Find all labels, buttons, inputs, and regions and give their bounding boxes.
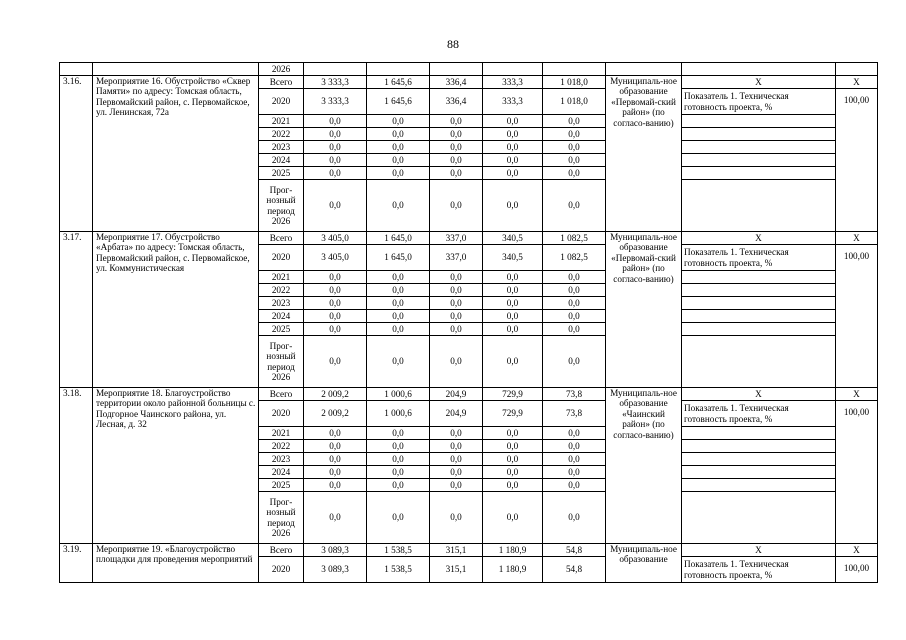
amount-cell: 0,0 xyxy=(304,479,367,492)
amount-cell: 0,0 xyxy=(430,297,483,310)
year-cell: 2025 xyxy=(259,167,304,180)
amount-cell: 336,4 xyxy=(430,76,483,89)
amount-cell: 337,0 xyxy=(430,232,483,245)
amount-cell: 340,5 xyxy=(483,232,543,245)
amount-cell: 0,0 xyxy=(543,466,606,479)
amount-cell: 3 089,3 xyxy=(304,557,367,583)
amount-cell: 0,0 xyxy=(367,284,430,297)
amount-cell: 0,0 xyxy=(304,297,367,310)
indicator-mark: Х xyxy=(682,232,836,245)
amount-cell: 0,0 xyxy=(367,466,430,479)
amount-cell: 0,0 xyxy=(367,297,430,310)
amount-cell: 0,0 xyxy=(430,310,483,323)
amount-cell: 0,0 xyxy=(430,284,483,297)
year-cell: 2021 xyxy=(259,115,304,128)
amount-cell: 0,0 xyxy=(367,453,430,466)
amount-cell: 333,3 xyxy=(483,89,543,115)
amount-cell: 204,9 xyxy=(430,401,483,427)
indicator-mark: Х xyxy=(682,76,836,89)
amount-cell: 1 082,5 xyxy=(543,245,606,271)
year-cell: 2024 xyxy=(259,310,304,323)
amount-cell: 0,0 xyxy=(483,440,543,453)
indicator-value: 100,00 xyxy=(836,89,878,232)
indicator-blank xyxy=(682,128,836,141)
amount-cell: 0,0 xyxy=(304,180,367,232)
amount-cell: 0,0 xyxy=(543,479,606,492)
amount-cell: 0,0 xyxy=(304,128,367,141)
year-cell: 2023 xyxy=(259,141,304,154)
amount-cell: 0,0 xyxy=(483,323,543,336)
amount-cell: 0,0 xyxy=(367,323,430,336)
amount-cell: 0,0 xyxy=(304,440,367,453)
amount-cell: 0,0 xyxy=(483,167,543,180)
year-cell: 2020 xyxy=(259,245,304,271)
amount-cell: 1 000,6 xyxy=(367,401,430,427)
amount-cell: 73,8 xyxy=(543,388,606,401)
amount-cell: 315,1 xyxy=(430,544,483,557)
indicator-blank xyxy=(682,154,836,167)
cell-blank xyxy=(304,63,367,76)
measure-title: Мероприятие 16. Обустройство «Сквер Памяти» по адресу: Томская область, Первомайский район, с. Первомайское, ул. Ленинская, 72а xyxy=(93,76,259,232)
forecast-period-cell: Прог-нозный период 2026 xyxy=(259,492,304,544)
amount-cell: 0,0 xyxy=(430,453,483,466)
year-cell: 2020 xyxy=(259,401,304,427)
amount-cell: 0,0 xyxy=(367,180,430,232)
amount-cell: 1 000,6 xyxy=(367,388,430,401)
cell-blank xyxy=(483,63,543,76)
amount-cell: 0,0 xyxy=(483,466,543,479)
measure-title: Мероприятие 17. Обустройство «Арбата» по адресу: Томская область, Первомайский район, с. Первомайское, ул. Коммунистическая xyxy=(93,232,259,388)
amount-cell: 0,0 xyxy=(304,323,367,336)
amount-cell: 0,0 xyxy=(483,427,543,440)
year-cell: 2023 xyxy=(259,297,304,310)
amount-cell: 0,0 xyxy=(304,453,367,466)
indicator-mark: Х xyxy=(836,388,878,401)
amount-cell: 333,3 xyxy=(483,76,543,89)
amount-cell: 0,0 xyxy=(430,128,483,141)
amount-cell: 0,0 xyxy=(304,271,367,284)
table-row xyxy=(60,388,878,401)
amount-cell: 0,0 xyxy=(304,154,367,167)
indicator-blank xyxy=(682,167,836,180)
page-number: 88 xyxy=(447,37,459,51)
amount-cell: 0,0 xyxy=(367,115,430,128)
year-cell: 2024 xyxy=(259,466,304,479)
amount-cell: 0,0 xyxy=(367,310,430,323)
amount-cell: 0,0 xyxy=(543,427,606,440)
amount-cell: 0,0 xyxy=(367,479,430,492)
indicator-blank xyxy=(682,336,836,388)
amount-cell: 0,0 xyxy=(367,154,430,167)
amount-cell: 0,0 xyxy=(543,115,606,128)
amount-cell: 0,0 xyxy=(430,323,483,336)
executor-cell: Муниципаль-ное образование xyxy=(606,544,682,583)
amount-cell: 3 405,0 xyxy=(304,232,367,245)
amount-cell: 0,0 xyxy=(543,271,606,284)
amount-cell: 0,0 xyxy=(430,141,483,154)
amount-cell: 729,9 xyxy=(483,388,543,401)
indicator-blank xyxy=(682,323,836,336)
measure-title: Мероприятие 18. Благоустройство территории около районной больницы с. Подгорное Чаинского района, ул. Лесная, д. 32 xyxy=(93,388,259,544)
year-cell: 2023 xyxy=(259,453,304,466)
amount-cell: 1 538,5 xyxy=(367,544,430,557)
amount-cell: 0,0 xyxy=(483,336,543,388)
amount-cell: 0,0 xyxy=(304,336,367,388)
indicator-label: Показатель 1. Техническая готовность проекта, % xyxy=(682,557,836,583)
executor-cell: Муниципаль-ное образование «Первомай-ский район» (по согласо-ванию) xyxy=(606,232,682,388)
amount-cell: 0,0 xyxy=(430,271,483,284)
amount-cell: 0,0 xyxy=(483,310,543,323)
indicator-blank xyxy=(682,271,836,284)
measure-index: 3.17. xyxy=(60,232,93,388)
amount-cell: 54,8 xyxy=(543,557,606,583)
amount-cell: 0,0 xyxy=(483,141,543,154)
forecast-period-cell: Прог-нозный период 2026 xyxy=(259,180,304,232)
executor-cell: Муниципаль-ное образование «Чаинский район» (по согласо-ванию) xyxy=(606,388,682,544)
cell-blank xyxy=(682,63,836,76)
table-row xyxy=(60,544,878,557)
indicator-blank xyxy=(682,466,836,479)
amount-cell: 204,9 xyxy=(430,388,483,401)
year-cell: 2021 xyxy=(259,427,304,440)
amount-cell: 1 645,6 xyxy=(367,89,430,115)
amount-cell: 0,0 xyxy=(304,492,367,544)
amount-cell: 0,0 xyxy=(543,167,606,180)
indicator-blank xyxy=(682,310,836,323)
amount-cell: 337,0 xyxy=(430,245,483,271)
amount-cell: 0,0 xyxy=(304,427,367,440)
amount-cell: 0,0 xyxy=(304,284,367,297)
amount-cell: 0,0 xyxy=(543,453,606,466)
amount-cell: 1 538,5 xyxy=(367,557,430,583)
indicator-blank xyxy=(682,284,836,297)
amount-cell: 0,0 xyxy=(543,154,606,167)
amount-cell: 0,0 xyxy=(483,154,543,167)
cell-blank xyxy=(543,63,606,76)
indicator-blank xyxy=(682,479,836,492)
amount-cell: 0,0 xyxy=(483,297,543,310)
amount-cell: 0,0 xyxy=(543,141,606,154)
indicator-value: 100,00 xyxy=(836,245,878,388)
amount-cell: 1 645,0 xyxy=(367,232,430,245)
year-cell: Всего xyxy=(259,76,304,89)
amount-cell: 0,0 xyxy=(543,297,606,310)
amount-cell: 1 645,6 xyxy=(367,76,430,89)
amount-cell: 73,8 xyxy=(543,401,606,427)
year-cell: 2020 xyxy=(259,89,304,115)
year-cell: 2024 xyxy=(259,154,304,167)
amount-cell: 340,5 xyxy=(483,245,543,271)
program-measures-table xyxy=(59,62,878,583)
year-cell: 2022 xyxy=(259,284,304,297)
indicator-blank xyxy=(682,115,836,128)
amount-cell: 0,0 xyxy=(367,128,430,141)
amount-cell: 0,0 xyxy=(304,310,367,323)
amount-cell: 0,0 xyxy=(543,336,606,388)
year-cell: Всего xyxy=(259,388,304,401)
amount-cell: 0,0 xyxy=(543,492,606,544)
amount-cell: 0,0 xyxy=(430,479,483,492)
year-cell: 2022 xyxy=(259,128,304,141)
year-cell: 2025 xyxy=(259,479,304,492)
table-body xyxy=(60,63,878,583)
amount-cell: 0,0 xyxy=(304,167,367,180)
amount-cell: 0,0 xyxy=(367,141,430,154)
measure-index: 3.19. xyxy=(60,544,93,583)
amount-cell: 0,0 xyxy=(430,115,483,128)
indicator-blank xyxy=(682,492,836,544)
table-row xyxy=(60,76,878,89)
amount-cell: 0,0 xyxy=(304,141,367,154)
year-cell: 2020 xyxy=(259,557,304,583)
amount-cell: 54,8 xyxy=(543,544,606,557)
amount-cell: 1 180,9 xyxy=(483,557,543,583)
indicator-label: Показатель 1. Техническая готовность проекта, % xyxy=(682,245,836,271)
indicator-blank xyxy=(682,180,836,232)
executor-cell: Муниципаль-ное образование «Первомай-ский район» (по согласо-ванию) xyxy=(606,76,682,232)
amount-cell: 0,0 xyxy=(543,128,606,141)
amount-cell: 0,0 xyxy=(430,336,483,388)
amount-cell: 3 333,3 xyxy=(304,89,367,115)
cell-blank xyxy=(606,63,682,76)
indicator-blank xyxy=(682,453,836,466)
indicator-value: 100,00 xyxy=(836,557,878,583)
amount-cell: 1 645,0 xyxy=(367,245,430,271)
year-cell: 2026 xyxy=(259,63,304,76)
year-cell: 2021 xyxy=(259,271,304,284)
amount-cell: 0,0 xyxy=(430,180,483,232)
amount-cell: 0,0 xyxy=(483,271,543,284)
indicator-blank xyxy=(682,297,836,310)
indicator-label: Показатель 1. Техническая готовность проекта, % xyxy=(682,89,836,115)
table-row xyxy=(60,232,878,245)
forecast-period-cell: Прог-нозный период 2026 xyxy=(259,336,304,388)
amount-cell: 0,0 xyxy=(483,115,543,128)
year-cell: Всего xyxy=(259,232,304,245)
amount-cell: 0,0 xyxy=(543,310,606,323)
amount-cell: 0,0 xyxy=(430,167,483,180)
indicator-blank xyxy=(682,141,836,154)
year-cell: 2025 xyxy=(259,323,304,336)
amount-cell: 0,0 xyxy=(543,323,606,336)
indicator-mark: Х xyxy=(682,544,836,557)
amount-cell: 3 333,3 xyxy=(304,76,367,89)
cell-blank xyxy=(60,63,93,76)
indicator-blank xyxy=(682,427,836,440)
indicator-mark: Х xyxy=(836,232,878,245)
year-cell: 2022 xyxy=(259,440,304,453)
amount-cell: 0,0 xyxy=(430,466,483,479)
cell-blank xyxy=(836,63,878,76)
amount-cell: 0,0 xyxy=(304,466,367,479)
indicator-mark: Х xyxy=(836,544,878,557)
amount-cell: 0,0 xyxy=(543,284,606,297)
year-cell: Всего xyxy=(259,544,304,557)
indicator-label: Показатель 1. Техническая готовность проекта, % xyxy=(682,401,836,427)
amount-cell: 0,0 xyxy=(483,492,543,544)
amount-cell: 0,0 xyxy=(367,167,430,180)
amount-cell: 0,0 xyxy=(304,115,367,128)
amount-cell: 1 018,0 xyxy=(543,76,606,89)
amount-cell: 0,0 xyxy=(543,180,606,232)
cell-blank xyxy=(93,63,259,76)
amount-cell: 0,0 xyxy=(483,284,543,297)
amount-cell: 1 180,9 xyxy=(483,544,543,557)
amount-cell: 0,0 xyxy=(430,154,483,167)
amount-cell: 1 018,0 xyxy=(543,89,606,115)
indicator-mark: Х xyxy=(836,76,878,89)
cell-blank xyxy=(430,63,483,76)
measure-title: Мероприятие 19. «Благоустройство площадки для проведения мероприятий xyxy=(93,544,259,583)
amount-cell: 315,1 xyxy=(430,557,483,583)
amount-cell: 0,0 xyxy=(483,479,543,492)
amount-cell: 0,0 xyxy=(367,440,430,453)
cell-blank xyxy=(367,63,430,76)
amount-cell: 1 082,5 xyxy=(543,232,606,245)
amount-cell: 0,0 xyxy=(430,492,483,544)
amount-cell: 0,0 xyxy=(367,492,430,544)
indicator-blank xyxy=(682,440,836,453)
amount-cell: 0,0 xyxy=(367,336,430,388)
amount-cell: 2 009,2 xyxy=(304,388,367,401)
indicator-mark: Х xyxy=(682,388,836,401)
amount-cell: 3 405,0 xyxy=(304,245,367,271)
table-row-top xyxy=(60,63,878,76)
amount-cell: 0,0 xyxy=(483,180,543,232)
amount-cell: 3 089,3 xyxy=(304,544,367,557)
amount-cell: 0,0 xyxy=(367,271,430,284)
amount-cell: 0,0 xyxy=(430,440,483,453)
amount-cell: 2 009,2 xyxy=(304,401,367,427)
amount-cell: 729,9 xyxy=(483,401,543,427)
amount-cell: 0,0 xyxy=(483,453,543,466)
amount-cell: 336,4 xyxy=(430,89,483,115)
measure-index: 3.18. xyxy=(60,388,93,544)
amount-cell: 0,0 xyxy=(430,427,483,440)
indicator-value: 100,00 xyxy=(836,401,878,544)
amount-cell: 0,0 xyxy=(483,128,543,141)
measure-index: 3.16. xyxy=(60,76,93,232)
amount-cell: 0,0 xyxy=(543,440,606,453)
amount-cell: 0,0 xyxy=(367,427,430,440)
